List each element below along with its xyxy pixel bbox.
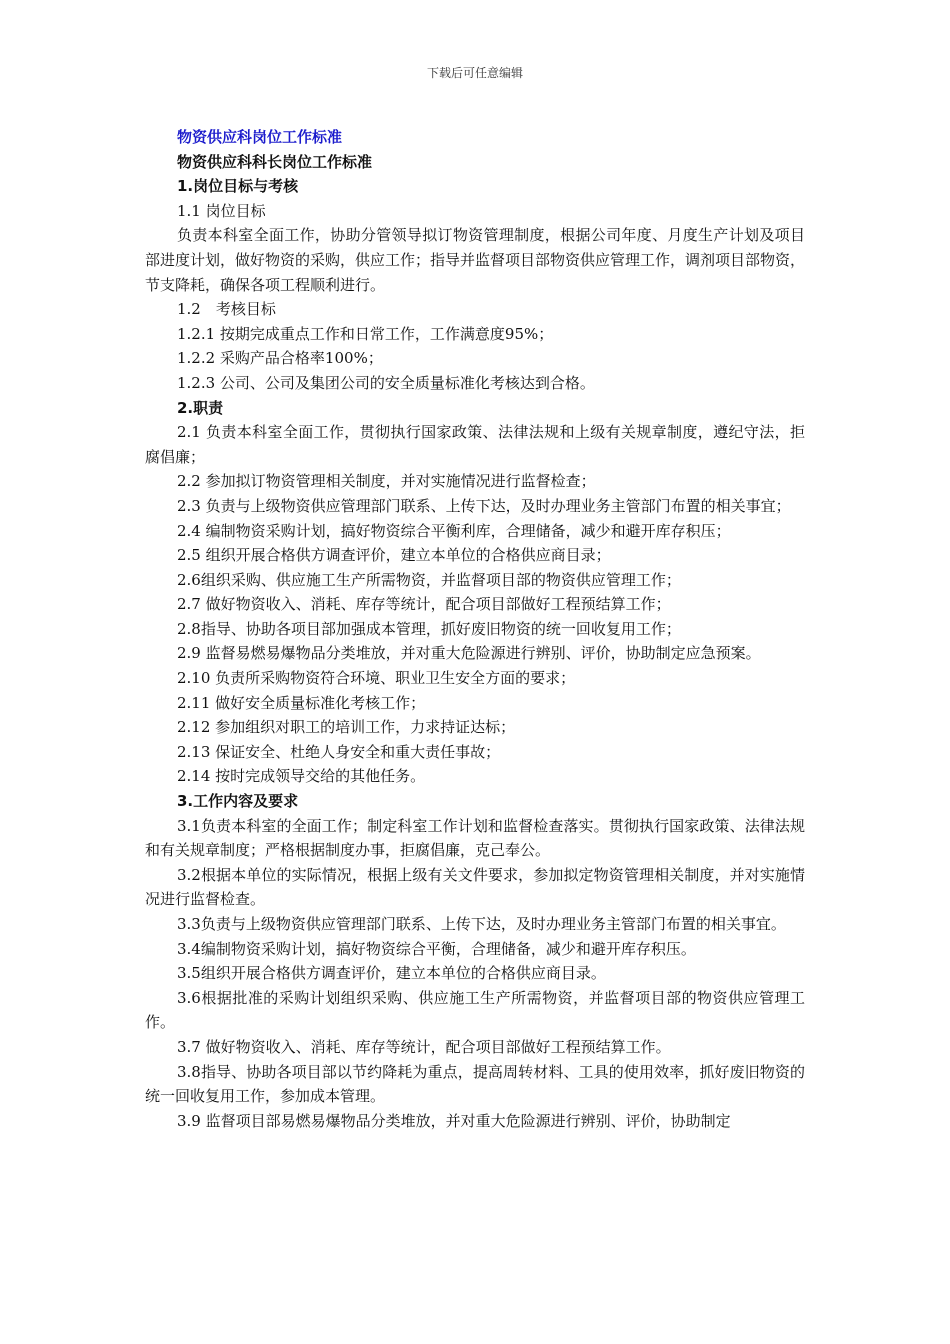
document-body [145,125,805,1133]
section-2-item: 2.1 负责本科室全面工作，贯彻执行国家政策、法律法规和上级有关规章制度，遵纪守法，拒腐倡廉； [145,423,805,466]
section-2-item: 2.3 负责与上级物资供应管理部门联系、上传下达，及时办理业务主管部门布置的相关事宜； [177,496,791,515]
main-title: 物资供应科岗位工作标准 [177,128,343,146]
section-3-item: 3.8指导、协助各项目部以节约降耗为重点，提高周转材料、工具的使用效率，抓好废旧物资的统一回收复用工作，参加成本管理。 [145,1062,805,1106]
section-3-item: 3.7 做好物资收入、消耗、库存等统计，配合项目部做好工程预结算工作。 [177,1037,671,1056]
section-1-2-item: 1.2.2 采购产品合格率100%； [177,349,383,368]
section-3-item: 3.4编制物资采购计划，搞好物资综合平衡，合理储备，减少和避开库存积压。 [177,939,696,958]
section-3-item: 3.1负责本科室的全面工作；制定科室工作计划和监督检查落实。贯彻执行国家政策、法律法规和有关规章制度；严格根据制度办事，拒腐倡廉，克己奉公。 [145,816,805,860]
sub-title: 物资供应科科长岗位工作标准 [177,152,373,171]
section-3-item: 3.9 监督项目部易燃易爆物品分类堆放，并对重大危险源进行辨别、评价，协助制定 [177,1111,731,1130]
section-2-item: 2.9 监督易燃易爆物品分类堆放，并对重大危险源进行辨别、评价，协助制定应急预案。 [177,644,761,663]
section-2-item: 2.8指导、协助各项目部加强成本管理，抓好废旧物资的统一回收复用工作； [177,619,681,638]
section-1-1-text: 负责本科室全面工作，协助分管领导拟订物资管理制度，根据公司年度、月度生产计划及项目部进度计划，做好物资的采购，供应工作；指导并监督项目部物资供应管理工作，调剂项目部物资，节支降耗，确保各项工程顺利进行。 [145,226,806,294]
section-1-1-heading: 1.1 岗位目标 [177,201,266,220]
section-3-heading: 3.工作内容及要求 [177,792,299,811]
page-header-note: 下载后可任意编辑 [426,66,523,80]
section-1-heading: 1.岗位目标与考核 [177,177,299,196]
section-2-item: 2.11 做好安全质量标准化考核工作； [177,693,426,712]
section-2-item: 2.2 参加拟订物资管理相关制度，并对实施情况进行监督检查； [177,472,596,491]
section-3-item: 3.2根据本单位的实际情况，根据上级有关文件要求，参加拟定物资管理相关制度，并对实施情况进行监督检查。 [145,865,805,909]
section-1-2-heading: 1.2 考核目标 [177,300,276,319]
section-3-item: 3.3负责与上级物资供应管理部门联系、上传下达，及时办理业务主管部门布置的相关事宜。 [177,915,786,933]
section-2-item: 2.7 做好物资收入、消耗、库存等统计，配合项目部做好工程预结算工作； [177,595,671,614]
section-1-2-item: 1.2.1 按期完成重点工作和日常工作，工作满意度95%； [177,324,554,343]
section-3-item: 3.6根据批准的采购计划组织采购、供应施工生产所需物资，并监督项目部的物资供应管理工作。 [145,988,805,1032]
section-2-heading: 2.职责 [177,398,224,417]
section-2-item: 2.6组织采购、供应施工生产所需物资，并监督项目部的物资供应管理工作； [177,570,681,589]
section-2-item: 2.5 组织开展合格供方调查评价，建立本单位的合格供应商目录； [177,546,611,565]
section-2-item: 2.10 负责所采购物资符合环境、职业卫生安全方面的要求； [177,669,576,688]
section-2-item: 2.14 按时完成领导交给的其他任务。 [177,767,426,786]
section-2-item: 2.4 编制物资采购计划，搞好物资综合平衡利库，合理储备，减少和避开库存积压； [177,521,731,540]
section-2-item: 2.13 保证安全、杜绝人身安全和重大责任事故； [177,742,501,761]
section-3-item: 3.5组织开展合格供方调查评价，建立本单位的合格供应商目录。 [177,964,606,983]
section-2-item: 2.12 参加组织对职工的培训工作，力求持证达标； [177,718,516,737]
section-1-2-item: 1.2.3 公司、公司及集团公司的安全质量标准化考核达到合格。 [177,373,595,392]
